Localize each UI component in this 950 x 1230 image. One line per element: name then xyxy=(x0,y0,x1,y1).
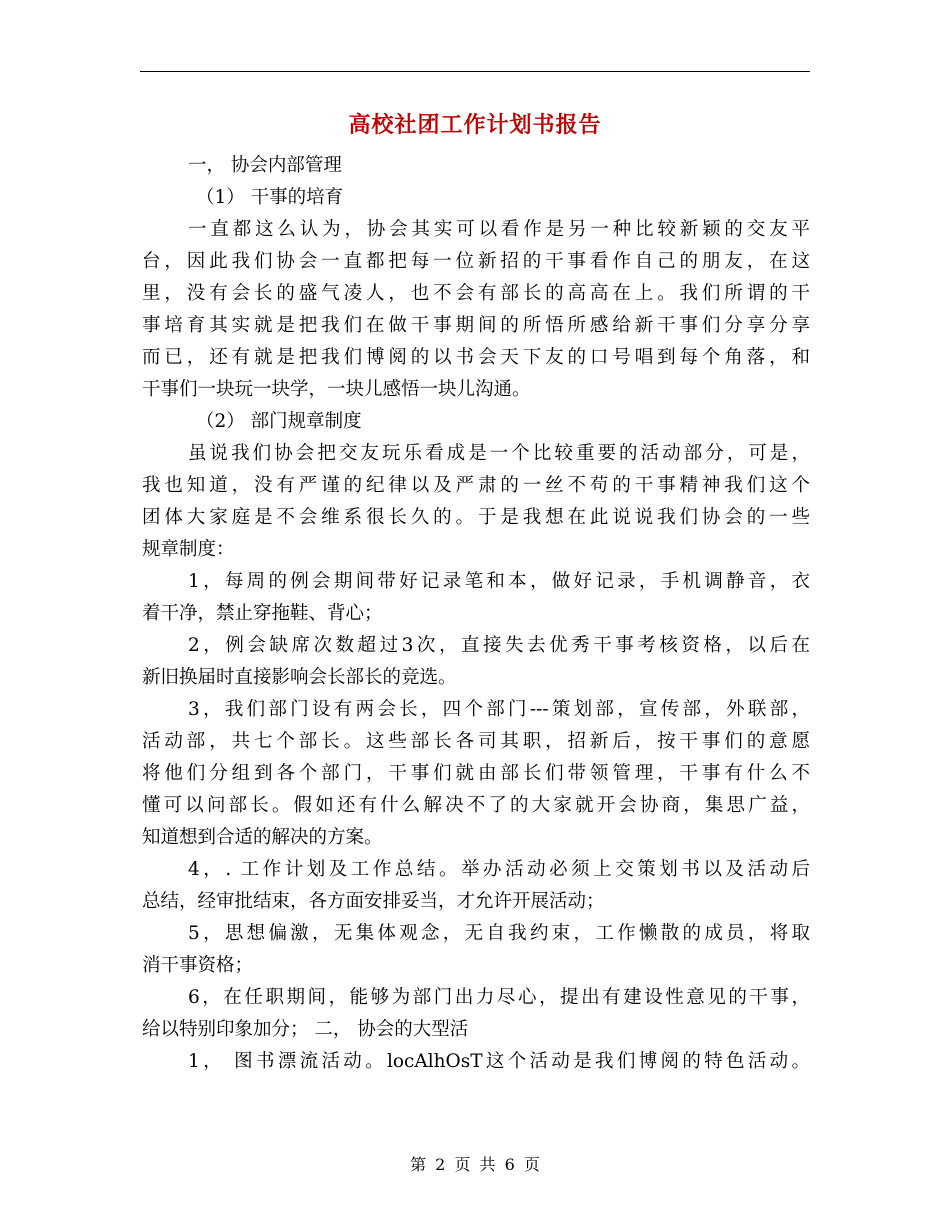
text-line: 规章制度： xyxy=(142,539,235,560)
text-line: 我也知道，没有严谨的纪律以及严肃的一丝不苟的干事精神我们这个 xyxy=(142,475,810,496)
header-rule xyxy=(140,71,810,72)
text-line: 一， 协会内部管理 xyxy=(188,155,342,176)
text-line: 虽说我们协会把交友玩乐看成是一个比较重要的活动部分，可是， xyxy=(188,443,810,464)
text-line: 消干事资格； xyxy=(142,955,254,976)
text-line: 事培育其实就是把我们在做干事期间的所悟所感给新干事们分享分享 xyxy=(142,315,810,336)
text-line: 总结，经审批结束，各方面安排妥当，才允许开展活动； xyxy=(142,891,605,912)
text-line: 3，我们部门设有两会长，四个部门---策划部，宣传部，外联部， xyxy=(188,699,810,720)
text-line: 团体大家庭是不会维系很长久的。于是我想在此说说我们协会的一些 xyxy=(142,507,810,528)
text-line: 2，例会缺席次数超过3次，直接失去优秀干事考核资格，以后在 xyxy=(188,635,810,656)
text-line: 干事们一块玩一块学，一块儿感悟一块儿沟通。 xyxy=(142,379,531,400)
text-line: 活动部，共七个部长。这些部长各司其职，招新后，按干事们的意愿 xyxy=(142,731,810,752)
text-line: 4，. 工作计划及工作总结。举办活动必须上交策划书以及活动后 xyxy=(188,859,810,880)
text-line: （2） 部门规章制度 xyxy=(196,411,362,432)
document-title: 高校社团工作计划书报告 xyxy=(348,112,602,138)
text-line: 懂可以问部长。假如还有什么解决不了的大家就开会协商，集思广益， xyxy=(142,795,810,816)
text-line: 新旧换届时直接影响会长部长的竞选。 xyxy=(142,667,457,688)
text-line: 台，因此我们协会一直都把每一位新招的干事看作自己的朋友，在这 xyxy=(142,251,810,272)
text-line: 里，没有会长的盛气凌人，也不会有部长的高高在上。我们所谓的干 xyxy=(142,283,810,304)
text-line: 5，思想偏激，无集体观念，无自我约束，工作懒散的成员，将取 xyxy=(188,923,810,944)
document-body xyxy=(142,150,810,1078)
page-footer: 第 2 页 共 6 页 xyxy=(410,1155,540,1174)
text-line: 而已，还有就是把我们博阅的以书会天下友的口号唱到每个角落，和 xyxy=(142,347,810,368)
text-line: 知道想到合适的解决的方案。 xyxy=(142,827,383,848)
text-line: 6，在任职期间，能够为部门出力尽心，提出有建设性意见的干事， xyxy=(188,987,810,1008)
text-line: 着干净，禁止穿拖鞋、背心； xyxy=(142,603,383,624)
text-line: （1） 干事的培育 xyxy=(196,187,344,208)
text-line: 给以特别印象加分； 二， 协会的大型活 xyxy=(142,1019,469,1040)
text-line: 一直都这么认为，协会其实可以看作是另一种比较新颖的交友平 xyxy=(188,219,810,240)
text-line: 将他们分组到各个部门，干事们就由部长们带领管理，干事有什么不 xyxy=(142,763,810,784)
text-line: 1， 图书漂流活动。locAlhOsT这个活动是我们博阅的特色活动。 xyxy=(188,1051,810,1072)
text-line: 1，每周的例会期间带好记录笔和本，做好记录，手机调静音，衣 xyxy=(188,571,810,592)
